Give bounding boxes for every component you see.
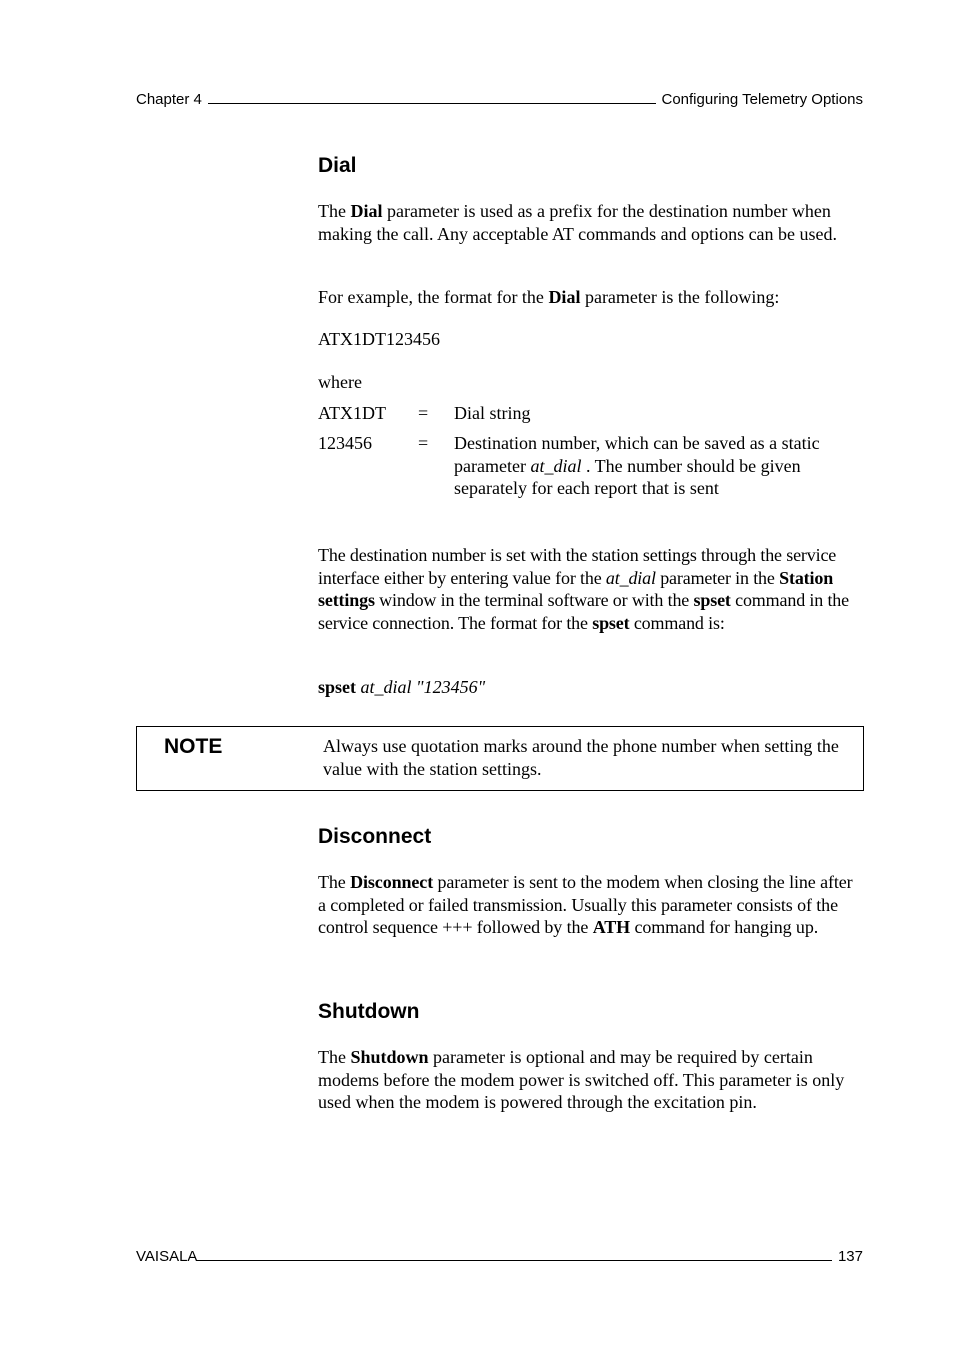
definition-list (318, 402, 863, 500)
spset-command (318, 676, 863, 699)
dial-example (318, 328, 863, 351)
note-box (136, 726, 864, 791)
definition-term: 123456 (318, 433, 372, 453)
header-rule (208, 103, 656, 104)
text-run: command is: (629, 612, 725, 633)
bold-term: ATH (592, 917, 631, 937)
note-label: NOTE (164, 735, 223, 758)
company-name: VAISALA (136, 1248, 198, 1265)
command-name: spset (318, 677, 357, 697)
italic-term: at_dial (530, 455, 582, 476)
command-argument: at_dial "123456" (356, 677, 486, 697)
footer-rule (197, 1260, 832, 1261)
dial-section (318, 153, 863, 179)
text-run: command in the service connection. The format for the (318, 590, 849, 633)
shutdown-section (318, 999, 863, 1025)
text-run: For example, the format for the (318, 287, 549, 307)
dial-paragraph-3 (318, 544, 863, 634)
text-run: The (318, 201, 351, 221)
example-string: ATX1DT123456 (318, 329, 440, 349)
definition-row (318, 402, 863, 432)
definition-description (454, 432, 863, 500)
dial-paragraph-2 (318, 286, 863, 309)
italic-term: at_dial (605, 567, 656, 588)
bold-term: Disconnect (350, 872, 434, 892)
bold-term: spset (693, 590, 731, 610)
disconnect-heading: Disconnect (318, 825, 432, 848)
page-number: 137 (837, 1248, 863, 1265)
dial-paragraph-1 (318, 200, 863, 245)
text-run: Destination number, which can be saved as a static parameter (454, 433, 820, 476)
chapter-label: Chapter 4 (136, 91, 202, 108)
text-run: The (318, 872, 351, 892)
text-run: parameter is optional and may be required by certain modems before the modem power is switched off. This parameter is only used when the modem is powered through the excitation pin. (318, 1047, 845, 1112)
disconnect-paragraph (318, 871, 863, 939)
bold-term: Dial (548, 287, 581, 307)
text-run: parameter is sent to the modem when closing the line after a completed or failed transmission. Usually this parameter consists of the control sequence +++ followed by the (318, 872, 853, 937)
bold-term: Station settings (318, 567, 834, 610)
bold-term: spset (592, 612, 630, 633)
text-run: command for hanging up. (630, 917, 819, 937)
where-label-block (318, 371, 863, 394)
shutdown-paragraph (318, 1046, 863, 1114)
text-run: The (318, 1047, 351, 1067)
bold-term: Shutdown (350, 1047, 429, 1067)
chapter-title: Configuring Telemetry Options (661, 91, 863, 108)
definition-row (318, 432, 863, 500)
text-run: parameter is used as a prefix for the destination number when making the call. Any acceptable AT commands and options can be used. (318, 201, 838, 244)
equals-sign: = (418, 433, 429, 453)
text-run: parameter in the (655, 567, 780, 588)
dial-heading: Dial (318, 154, 357, 177)
note-text: Always use quotation marks around the phone number when setting the value with the station settings. (323, 736, 839, 779)
text-run: parameter is the following: (580, 287, 780, 307)
disconnect-section (318, 824, 863, 850)
equals-sign: = (418, 403, 429, 423)
page-header (136, 86, 863, 108)
text-run: window in the terminal software or with the (374, 590, 694, 610)
where-label: where (318, 372, 362, 392)
bold-term: Dial (350, 201, 383, 221)
definition-description: Dial string (454, 403, 531, 423)
shutdown-heading: Shutdown (318, 1000, 420, 1023)
text-run: . The number should be given separately for each report that is sent (454, 455, 801, 498)
text-run: The destination number is set with the station settings through the service interface either by entering value for the (318, 545, 837, 588)
definition-term: ATX1DT (318, 403, 386, 423)
page-footer (136, 1243, 863, 1265)
